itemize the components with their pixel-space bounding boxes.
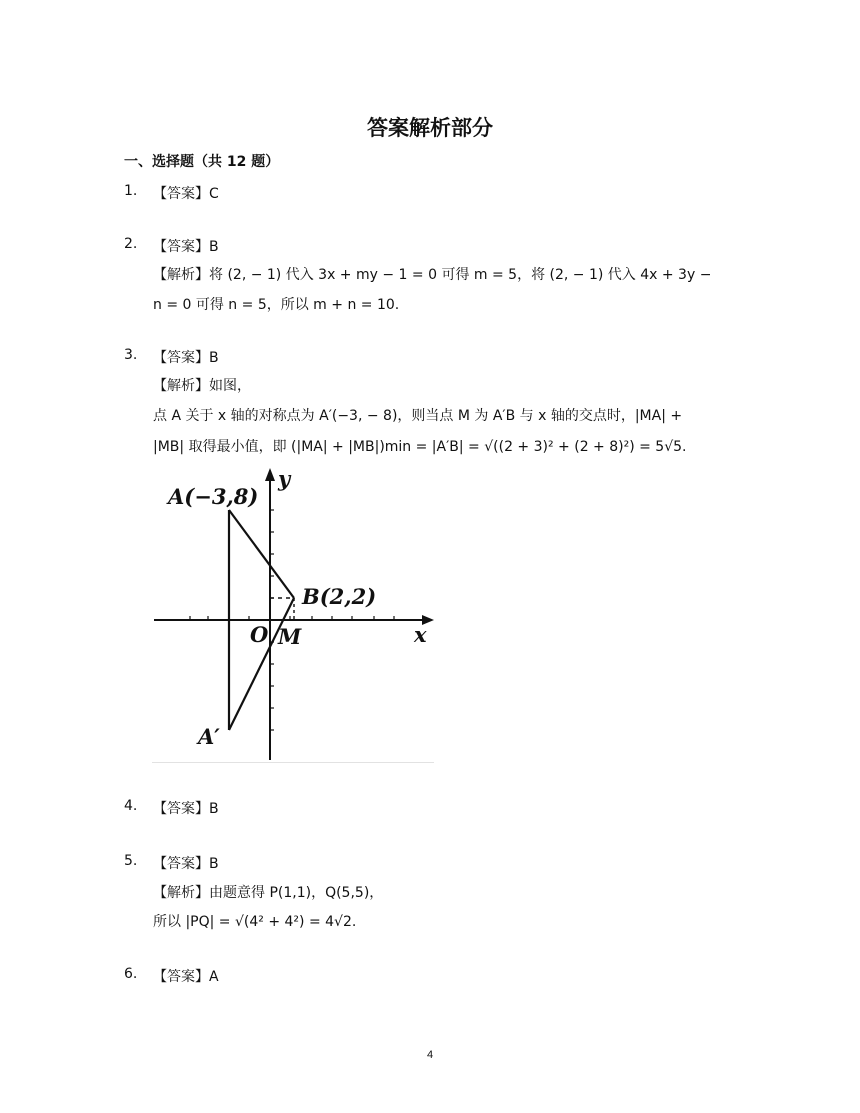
figure-bottom-rule — [152, 762, 434, 763]
question-6-answer: 【答案】A — [153, 969, 219, 985]
page-number: 4 — [426, 1049, 434, 1061]
label-x: x — [414, 622, 427, 647]
question-5-analysis-line-1: 【解析】由题意得 P(1,1)，Q(5,5)， — [153, 885, 384, 901]
label-a-prime: A′ — [198, 724, 220, 749]
question-2-analysis-line-1: 【解析】将 (2, − 1) 代入 3x + my − 1 = 0 可得 m = 5，将 (2, − 1) 代入 4x + 3y − — [153, 267, 712, 283]
question-3-analysis-line-1: 【解析】如图， — [153, 378, 251, 394]
question-4-number: 4. — [124, 798, 138, 814]
question-5-analysis-line-2: 所以 |PQ| = √(4² + 4²) = 4√2. — [153, 914, 357, 930]
question-2-answer: 【答案】B — [153, 239, 219, 255]
question-1-number: 1. — [124, 183, 138, 199]
label-y: y — [278, 466, 291, 491]
label-m: M — [278, 624, 302, 649]
question-4-answer: 【答案】B — [153, 801, 219, 817]
question-2-analysis-line-2: n = 0 可得 n = 5，所以 m + n = 10. — [153, 297, 400, 313]
page-title: 答案解析部分 — [367, 116, 493, 140]
segment-a-prime-b — [229, 598, 294, 730]
label-o: O — [250, 622, 269, 647]
label-a: A(−3,8) — [168, 484, 259, 509]
question-1-answer: 【答案】C — [153, 186, 219, 202]
y-axis-arrow — [265, 468, 275, 481]
section-heading: 一、选择题（共 12 题） — [124, 154, 280, 170]
segment-a-b — [229, 510, 294, 598]
question-3-answer: 【答案】B — [153, 350, 219, 366]
coordinate-figure — [152, 462, 434, 762]
question-3-analysis-line-3: |MB| 取得最小值，即 (|MA| + |MB|)min = |A′B| = √((2 + 3)² + (2 + 8)²) = 5√5. — [153, 439, 687, 455]
question-3-number: 3. — [124, 347, 138, 363]
question-5-answer: 【答案】B — [153, 856, 219, 872]
question-2-number: 2. — [124, 236, 138, 252]
question-5-number: 5. — [124, 853, 138, 869]
label-b: B(2,2) — [302, 584, 377, 609]
question-3-analysis-line-2: 点 A 关于 x 轴的对称点为 A′(−3, − 8)，则当点 M 为 A′B 与 x 轴的交点时，|MA| + — [153, 408, 683, 424]
question-6-number: 6. — [124, 966, 138, 982]
